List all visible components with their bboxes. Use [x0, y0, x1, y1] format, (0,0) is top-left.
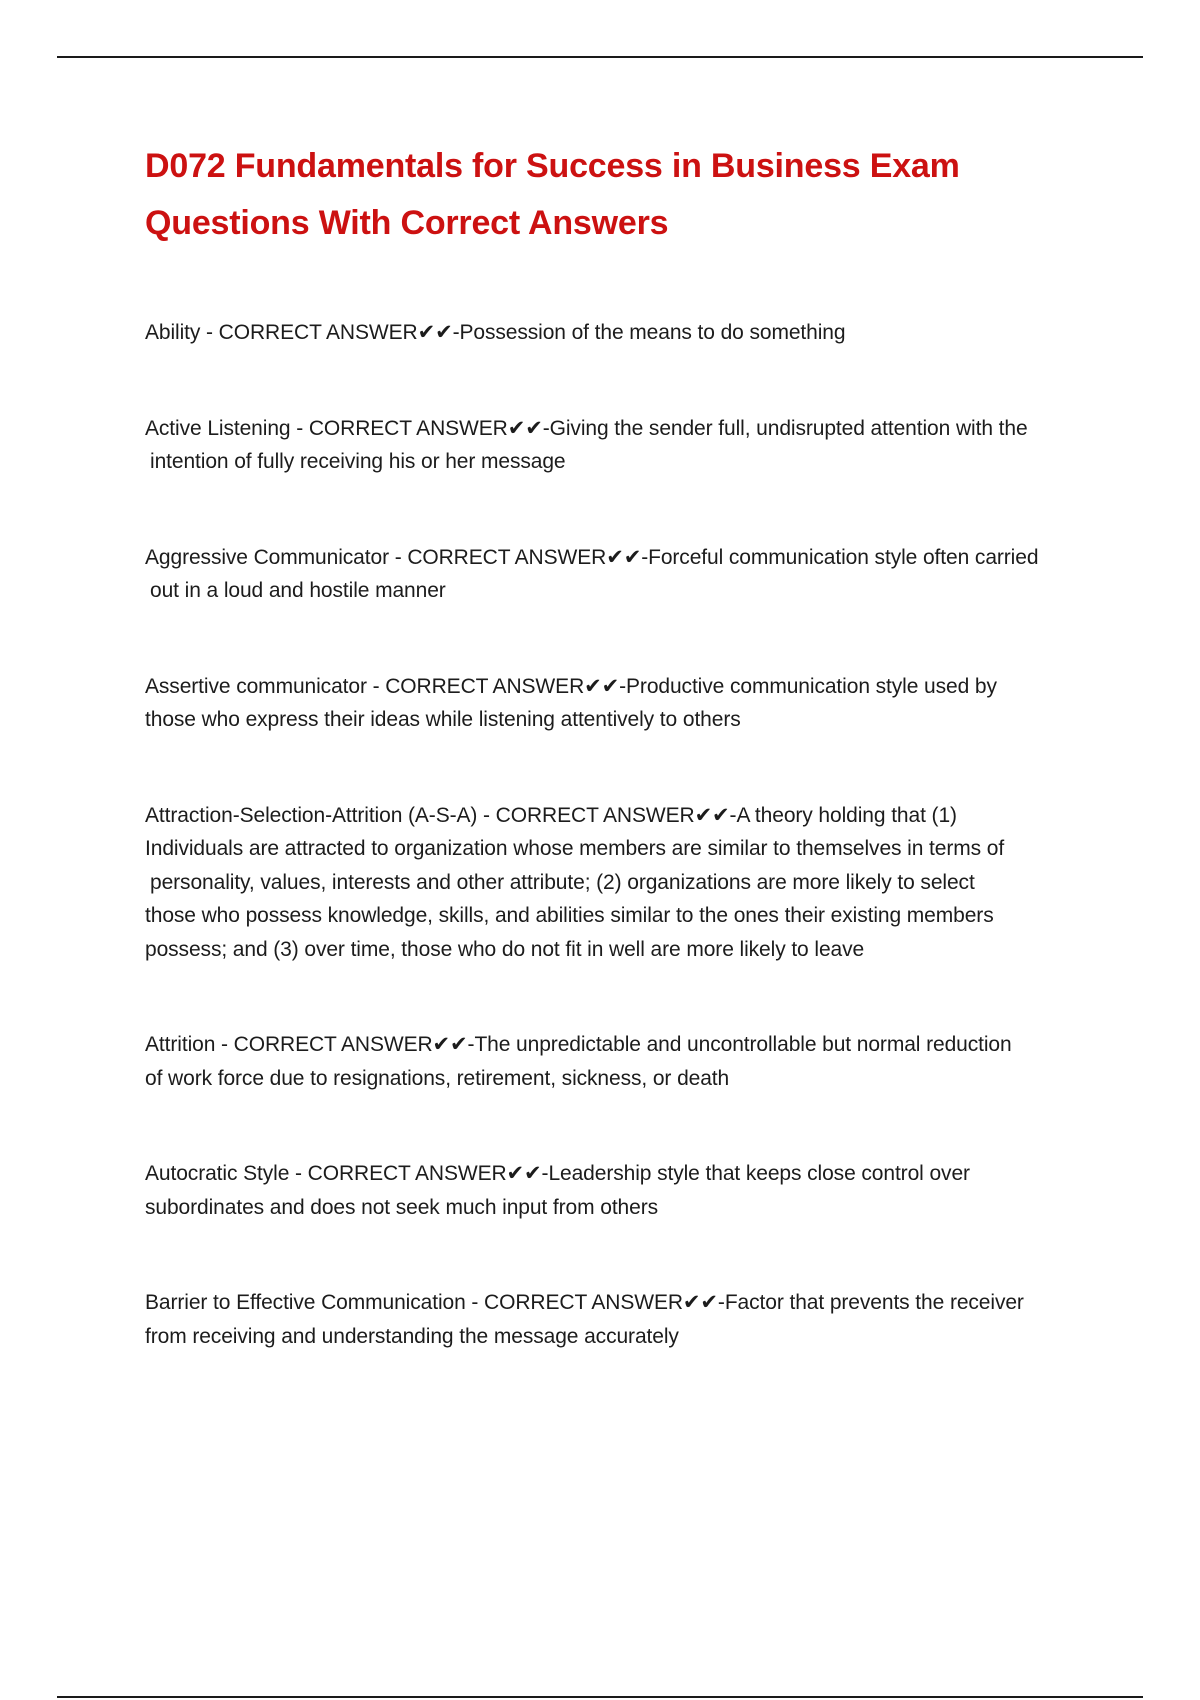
qa-line: subordinates and does not seek much input from others [145, 1195, 659, 1219]
qa-line: Barrier to Effective Communication - CORRECT ANSWER✔✔-Factor that prevents the receiver [145, 1291, 1024, 1314]
footer-rule [57, 1696, 1143, 1698]
qa-entry [145, 799, 1095, 967]
qa-line: Attrition - CORRECT ANSWER✔✔-The unpredictable and uncontrollable but normal reduction [145, 1033, 1012, 1056]
qa-entry [145, 1286, 1095, 1353]
qa-line: out in a loud and hostile manner [150, 579, 446, 602]
qa-entry [145, 316, 1095, 350]
qa-line: those who possess knowledge, skills, and abilities similar to the ones their existing members [145, 904, 994, 927]
header-rule [57, 56, 1143, 58]
qa-entry [145, 1157, 1095, 1224]
qa-entry [145, 670, 1095, 737]
qa-line: possess; and (3) over time, those who do not fit in well are more likely to leave [145, 937, 865, 961]
qa-entry [145, 1028, 1095, 1095]
qa-line: Aggressive Communicator - CORRECT ANSWER✔✔-Forceful communication style often carried [145, 545, 1039, 569]
title-line: D072 Fundamentals for Success in Business Exam [145, 147, 960, 185]
qa-line: intention of fully receiving his or her message [150, 450, 566, 473]
qa-line: from receiving and understanding the message accurately [145, 1324, 679, 1348]
qa-entry [145, 541, 1095, 608]
qa-line: Assertive communicator - CORRECT ANSWER✔✔-Productive communication style used by [145, 674, 997, 698]
qa-list [145, 316, 1095, 1353]
document-content [145, 138, 1095, 1415]
document-title [145, 138, 1095, 252]
qa-line: Active Listening - CORRECT ANSWER✔✔-Giving the sender full, undisrupted attention with the [145, 416, 1028, 440]
qa-line: Individuals are attracted to organization whose members are similar to themselves in terms of [145, 837, 1005, 860]
qa-line: Ability - CORRECT ANSWER✔✔-Possession of the means to do something [145, 321, 846, 344]
qa-entry [145, 412, 1095, 479]
qa-line: of work force due to resignations, retirement, sickness, or death [145, 1066, 730, 1090]
qa-line: personality, values, interests and other attribute; (2) organizations are more likely to select [150, 870, 975, 894]
qa-line: those who express their ideas while listening attentively to others [145, 708, 741, 731]
title-line: Questions With Correct Answers [145, 204, 669, 242]
qa-line: Attraction-Selection-Attrition (A-S-A) - CORRECT ANSWER✔✔-A theory holding that (1) [145, 803, 957, 827]
qa-line: Autocratic Style - CORRECT ANSWER✔✔-Leadership style that keeps close control over [145, 1162, 970, 1185]
